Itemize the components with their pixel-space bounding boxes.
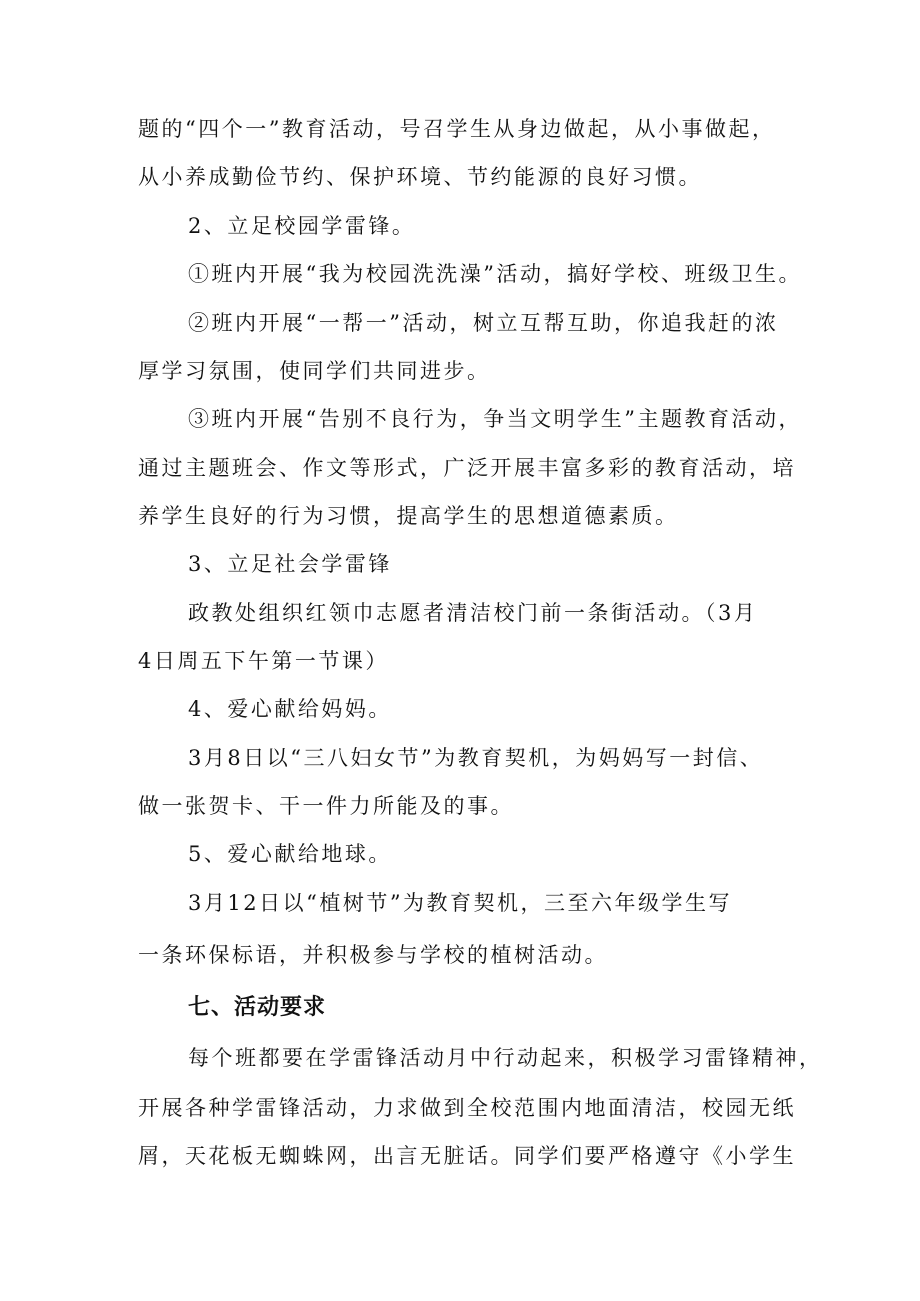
- paragraph-line: 厚学习氛围，使同学们共同进步。: [138, 359, 491, 383]
- paragraph-line: 4日周五下午第一节课）: [138, 649, 389, 673]
- section-item-heading: 3、立足社会学雷锋: [188, 552, 392, 576]
- section-item-heading: 4、爱心献给妈妈。: [188, 697, 392, 721]
- paragraph-line: 题的“四个一”教育活动，号召学生从身边做起，从小事做起，: [138, 117, 776, 141]
- section-item-heading: 2、立足校园学雷锋。: [188, 214, 416, 238]
- paragraph-line: 每个班都要在学雷锋活动月中行动起来，积极学习雷锋精神，: [188, 1046, 823, 1070]
- paragraph-line: 通过主题班会、作文等形式，广泛开展丰富多彩的教育活动，培: [138, 456, 796, 480]
- paragraph-line: 政教处组织红领巾志愿者清洁校门前一条街活动。（3月: [188, 601, 758, 625]
- paragraph-line: 3月12日以“植树节”为教育契机，三至六年级学生写: [188, 891, 733, 915]
- section-item-heading: 5、爱心献给地球。: [188, 842, 392, 866]
- paragraph-line: 3月8日以“三八妇女节”为教育契机，为妈妈写一封信、: [188, 746, 764, 770]
- paragraph-line: 屑，天花板无蜘蛛网，出言无脏话。同学们要严格遵守《小学生: [138, 1144, 796, 1168]
- paragraph-line: ①班内开展“我为校园洗洗澡”活动，搞好学校、班级卫生。: [188, 262, 802, 286]
- paragraph-line: ②班内开展“一帮一”活动，树立互帮互助，你追我赶的浓: [188, 311, 779, 335]
- section-heading: 七、活动要求: [188, 995, 327, 1020]
- paragraph-line: ③班内开展“告别不良行为，争当文明学生”主题教育活动，: [188, 407, 802, 431]
- paragraph-line: 养学生良好的行为习惯，提高学生的思想道德素质。: [138, 504, 679, 528]
- paragraph-line: 一条环保标语，并积极参与学校的植树活动。: [138, 943, 608, 967]
- paragraph-line: 从小养成勤俭节约、保护环境、节约能源的良好习惯。: [138, 165, 702, 189]
- paragraph-line: 开展各种学雷锋活动，力求做到全校范围内地面清洁，校园无纸: [138, 1096, 796, 1120]
- paragraph-line: 做一张贺卡、干一件力所能及的事。: [138, 794, 514, 818]
